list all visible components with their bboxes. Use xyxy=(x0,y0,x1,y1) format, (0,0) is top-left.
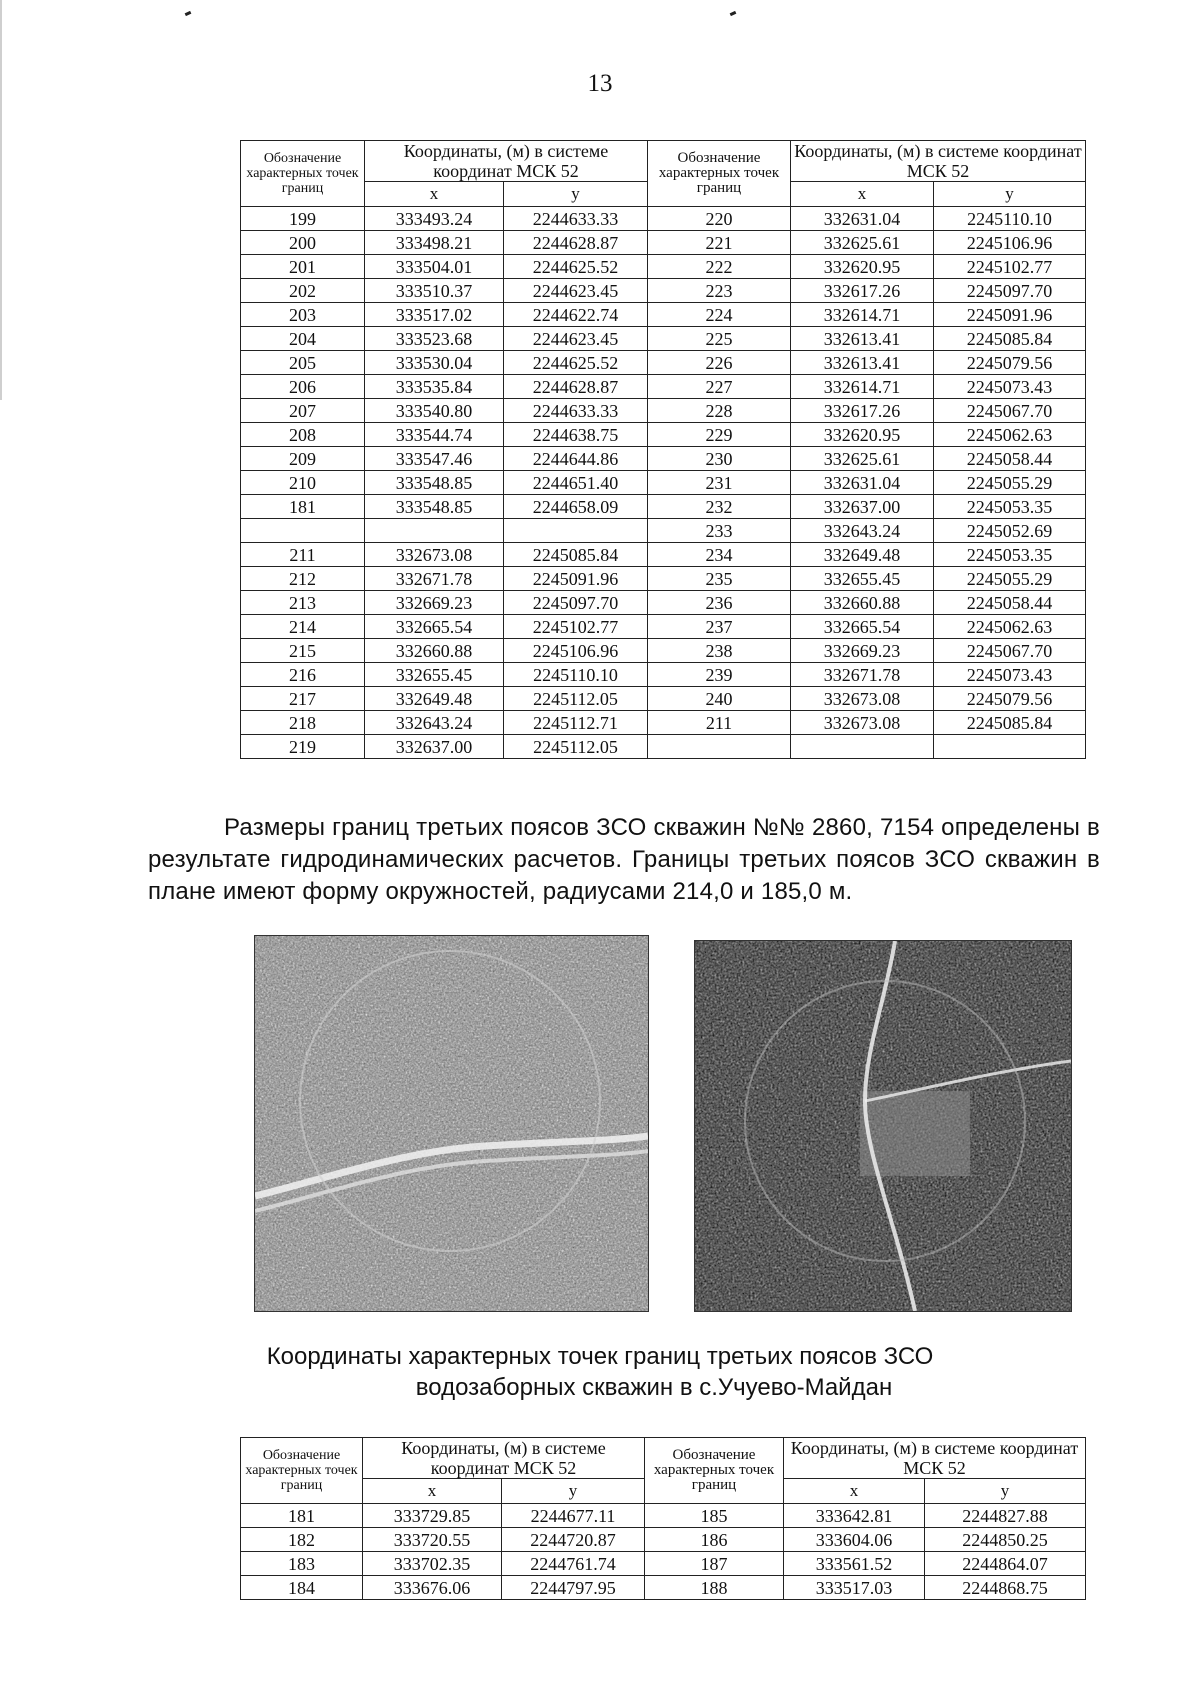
cell-right-point-id: 232 xyxy=(648,495,791,519)
cell-right-coord-x: 332625.61 xyxy=(791,231,934,255)
table-row xyxy=(241,495,1086,519)
cell-left-coord-x: 333720.55 xyxy=(363,1528,502,1552)
cell-left-coord-x: 333729.85 xyxy=(363,1504,502,1528)
table-row xyxy=(241,567,1086,591)
cell-right-point-id: 231 xyxy=(648,471,791,495)
cell-right-coord-x: 332613.41 xyxy=(791,351,934,375)
cell-left-coord-y: 2245102.77 xyxy=(504,615,648,639)
cell-right-coord-y xyxy=(934,735,1086,759)
cell-left-point-id: 213 xyxy=(241,591,365,615)
cell-right-coord-x: 332655.45 xyxy=(791,567,934,591)
cell-right-coord-x: 332614.71 xyxy=(791,375,934,399)
cell-right-coord-x: 333604.06 xyxy=(784,1528,925,1552)
satellite-image-right-graphic xyxy=(695,941,1071,1311)
cell-left-coord-x: 333702.35 xyxy=(363,1552,502,1576)
cell-left-point-id: 203 xyxy=(241,303,365,327)
cell-left-point-id: 182 xyxy=(241,1528,363,1552)
cell-left-point-id: 207 xyxy=(241,399,365,423)
cell-left-coord-y: 2244644.86 xyxy=(504,447,648,471)
cell-right-coord-y: 2245079.56 xyxy=(934,351,1086,375)
caption-line-1: Координаты характерных точек границ третьих поясов ЗСО xyxy=(266,1343,934,1370)
cell-right-coord-y: 2245058.44 xyxy=(934,591,1086,615)
cell-right-coord-x: 332625.61 xyxy=(791,447,934,471)
header-point-label: Обозначение характерных точек границ xyxy=(645,1438,784,1504)
cell-right-coord-y: 2245073.43 xyxy=(934,663,1086,687)
cell-left-coord-x: 332643.24 xyxy=(365,711,504,735)
cell-right-point-id: 221 xyxy=(648,231,791,255)
cell-left-coord-y: 2244622.74 xyxy=(504,303,648,327)
table-row xyxy=(241,591,1086,615)
header-x: x xyxy=(784,1479,925,1504)
table-row xyxy=(241,1504,1086,1528)
cell-left-coord-y: 2244651.40 xyxy=(504,471,648,495)
cell-right-point-id: 186 xyxy=(645,1528,784,1552)
cell-left-point-id: 212 xyxy=(241,567,365,591)
cell-left-coord-x: 333510.37 xyxy=(365,279,504,303)
table-row xyxy=(241,1528,1086,1552)
cell-right-point-id: 237 xyxy=(648,615,791,639)
cell-right-coord-y: 2245058.44 xyxy=(934,447,1086,471)
cell-right-point-id: 226 xyxy=(648,351,791,375)
cell-left-point-id: 205 xyxy=(241,351,365,375)
table-row xyxy=(241,1576,1086,1600)
cell-left-coord-y: 2245112.71 xyxy=(504,711,648,735)
cell-left-coord-y: 2244623.45 xyxy=(504,279,648,303)
cell-right-coord-x: 332613.41 xyxy=(791,327,934,351)
table-row xyxy=(241,471,1086,495)
cell-left-coord-x xyxy=(365,519,504,543)
cell-left-coord-y: 2245091.96 xyxy=(504,567,648,591)
cell-right-coord-x: 332671.78 xyxy=(791,663,934,687)
cell-right-point-id: 240 xyxy=(648,687,791,711)
cell-left-point-id: 217 xyxy=(241,687,365,711)
cell-left-point-id: 214 xyxy=(241,615,365,639)
table-row xyxy=(241,399,1086,423)
cell-left-coord-y: 2244628.87 xyxy=(504,375,648,399)
cell-left-coord-y: 2244720.87 xyxy=(502,1528,645,1552)
cell-left-coord-y: 2245106.96 xyxy=(504,639,648,663)
cell-left-coord-y: 2244628.87 xyxy=(504,231,648,255)
table-row xyxy=(241,711,1086,735)
cell-right-coord-x: 332660.88 xyxy=(791,591,934,615)
table-row xyxy=(241,1552,1086,1576)
cell-left-coord-x: 332669.23 xyxy=(365,591,504,615)
cell-left-point-id: 204 xyxy=(241,327,365,351)
header-x: x xyxy=(791,182,934,207)
cell-right-coord-x: 332617.26 xyxy=(791,399,934,423)
cell-right-coord-y: 2245102.77 xyxy=(934,255,1086,279)
cell-left-coord-y: 2245085.84 xyxy=(504,543,648,567)
cell-left-point-id: 209 xyxy=(241,447,365,471)
satellite-image-left-graphic xyxy=(255,936,648,1311)
cell-left-coord-x: 332660.88 xyxy=(365,639,504,663)
table-row xyxy=(241,519,1086,543)
table-body xyxy=(241,1504,1086,1600)
header-x: x xyxy=(365,182,504,207)
cell-left-point-id: 215 xyxy=(241,639,365,663)
cell-left-coord-y: 2245110.10 xyxy=(504,663,648,687)
scan-mark xyxy=(730,11,737,16)
header-point-label: Обозначение характерных точек границ xyxy=(241,141,365,207)
cell-left-coord-x: 333517.02 xyxy=(365,303,504,327)
coordinates-table-main xyxy=(240,140,1086,759)
cell-right-coord-x: 332614.71 xyxy=(791,303,934,327)
cell-right-point-id: 187 xyxy=(645,1552,784,1576)
cell-right-point-id: 211 xyxy=(648,711,791,735)
cell-right-coord-y: 2245053.35 xyxy=(934,543,1086,567)
cell-left-coord-x: 332649.48 xyxy=(365,687,504,711)
cell-right-point-id: 185 xyxy=(645,1504,784,1528)
cell-left-coord-x: 333504.01 xyxy=(365,255,504,279)
cell-left-coord-y: 2244633.33 xyxy=(504,399,648,423)
table-row xyxy=(241,207,1086,231)
cell-left-coord-x: 333544.74 xyxy=(365,423,504,447)
table-row xyxy=(241,663,1086,687)
table-row xyxy=(241,543,1086,567)
cell-right-coord-y: 2245079.56 xyxy=(934,687,1086,711)
cell-left-coord-x: 333540.80 xyxy=(365,399,504,423)
cell-left-point-id: 202 xyxy=(241,279,365,303)
cell-right-point-id: 224 xyxy=(648,303,791,327)
satellite-image-left xyxy=(254,935,649,1312)
body-paragraph: Размеры границ третьих поясов ЗСО скважин №№ 2860, 7154 определены в результате гидродинамических расчетов. Границы третьих поясов ЗСО скважин в плане имеют форму окружностей, радиусами 214,0 и 185,0 м. xyxy=(148,814,1100,905)
cell-left-coord-y: 2245097.70 xyxy=(504,591,648,615)
cell-right-coord-y: 2245052.69 xyxy=(934,519,1086,543)
cell-right-coord-x: 332649.48 xyxy=(791,543,934,567)
page-number: 13 xyxy=(587,70,613,97)
cell-left-coord-x: 333548.85 xyxy=(365,471,504,495)
header-coord-label: Координаты, (м) в системе координат МСК 52 xyxy=(363,1438,645,1479)
cell-left-coord-y: 2244638.75 xyxy=(504,423,648,447)
page-edge-shadow xyxy=(0,0,2,400)
table-row xyxy=(241,327,1086,351)
cell-right-coord-x: 332673.08 xyxy=(791,711,934,735)
cell-right-point-id: 227 xyxy=(648,375,791,399)
coordinates-table-uchuevo-maydan xyxy=(240,1437,1086,1600)
cell-right-coord-x: 332631.04 xyxy=(791,471,934,495)
cell-right-coord-x: 332631.04 xyxy=(791,207,934,231)
cell-right-coord-x: 333561.52 xyxy=(784,1552,925,1576)
cell-left-coord-x: 332673.08 xyxy=(365,543,504,567)
cell-right-coord-x: 332643.24 xyxy=(791,519,934,543)
cell-right-point-id: 236 xyxy=(648,591,791,615)
cell-left-coord-x: 333523.68 xyxy=(365,327,504,351)
table-row xyxy=(241,231,1086,255)
cell-right-point-id: 239 xyxy=(648,663,791,687)
cell-right-point-id: 222 xyxy=(648,255,791,279)
cell-right-coord-y: 2245097.70 xyxy=(934,279,1086,303)
cell-right-coord-y: 2245091.96 xyxy=(934,303,1086,327)
cell-left-point-id xyxy=(241,519,365,543)
cell-left-point-id: 200 xyxy=(241,231,365,255)
cell-right-coord-y: 2245106.96 xyxy=(934,231,1086,255)
cell-left-coord-x: 333530.04 xyxy=(365,351,504,375)
cell-right-coord-x: 332669.23 xyxy=(791,639,934,663)
cell-right-point-id xyxy=(648,735,791,759)
cell-right-coord-y: 2244827.88 xyxy=(925,1504,1086,1528)
table-row xyxy=(241,303,1086,327)
caption-line-2: водозаборных скважин в с.Учуево-Майдан xyxy=(415,1374,893,1401)
table-row xyxy=(241,351,1086,375)
cell-right-point-id: 223 xyxy=(648,279,791,303)
cell-right-coord-x: 332620.95 xyxy=(791,423,934,447)
table-row xyxy=(241,639,1086,663)
cell-left-point-id: 210 xyxy=(241,471,365,495)
cell-right-coord-y: 2245055.29 xyxy=(934,471,1086,495)
cell-right-coord-x: 332637.00 xyxy=(791,495,934,519)
cell-left-coord-y: 2244633.33 xyxy=(504,207,648,231)
cell-left-coord-y: 2244761.74 xyxy=(502,1552,645,1576)
cell-left-point-id: 216 xyxy=(241,663,365,687)
header-y: y xyxy=(925,1479,1086,1504)
cell-right-coord-y: 2245085.84 xyxy=(934,327,1086,351)
header-coord-label: Координаты, (м) в системе координат МСК 52 xyxy=(365,141,648,182)
cell-right-point-id: 234 xyxy=(648,543,791,567)
cell-left-point-id: 181 xyxy=(241,1504,363,1528)
cell-left-coord-y: 2244625.52 xyxy=(504,351,648,375)
cell-right-coord-y: 2245062.63 xyxy=(934,423,1086,447)
cell-left-point-id: 206 xyxy=(241,375,365,399)
cell-right-coord-x: 332673.08 xyxy=(791,687,934,711)
cell-left-coord-y: 2244623.45 xyxy=(504,327,648,351)
cell-left-point-id: 219 xyxy=(241,735,365,759)
cell-left-coord-x: 333548.85 xyxy=(365,495,504,519)
cell-right-point-id: 235 xyxy=(648,567,791,591)
table-row xyxy=(241,375,1086,399)
cell-left-point-id: 211 xyxy=(241,543,365,567)
satellite-image-right xyxy=(694,940,1072,1312)
cell-left-coord-y: 2244658.09 xyxy=(504,495,648,519)
cell-left-coord-y: 2244625.52 xyxy=(504,255,648,279)
cell-right-coord-y: 2245067.70 xyxy=(934,639,1086,663)
table-row xyxy=(241,687,1086,711)
cell-right-coord-y: 2245062.63 xyxy=(934,615,1086,639)
cell-right-coord-y: 2245073.43 xyxy=(934,375,1086,399)
cell-left-coord-y: 2245112.05 xyxy=(504,687,648,711)
table-row xyxy=(241,279,1086,303)
cell-right-point-id: 188 xyxy=(645,1576,784,1600)
cell-left-coord-x: 333535.84 xyxy=(365,375,504,399)
cell-right-coord-x: 332617.26 xyxy=(791,279,934,303)
cell-left-coord-x: 332671.78 xyxy=(365,567,504,591)
table-row xyxy=(241,735,1086,759)
scan-mark xyxy=(185,11,192,16)
header-y: y xyxy=(502,1479,645,1504)
table-body xyxy=(241,207,1086,759)
cell-left-coord-x: 333498.21 xyxy=(365,231,504,255)
cell-right-point-id: 230 xyxy=(648,447,791,471)
cell-right-point-id: 228 xyxy=(648,399,791,423)
cell-right-coord-x xyxy=(791,735,934,759)
cell-left-point-id: 218 xyxy=(241,711,365,735)
cell-right-coord-x: 332620.95 xyxy=(791,255,934,279)
cell-right-point-id: 238 xyxy=(648,639,791,663)
cell-right-point-id: 229 xyxy=(648,423,791,447)
header-point-label: Обозначение характерных точек границ xyxy=(648,141,791,207)
cell-left-coord-x: 332655.45 xyxy=(365,663,504,687)
header-y: y xyxy=(934,182,1086,207)
cell-left-coord-x: 332637.00 xyxy=(365,735,504,759)
cell-left-point-id: 201 xyxy=(241,255,365,279)
cell-right-coord-y: 2245110.10 xyxy=(934,207,1086,231)
cell-right-point-id: 233 xyxy=(648,519,791,543)
table-row xyxy=(241,423,1086,447)
cell-left-point-id: 184 xyxy=(241,1576,363,1600)
cell-right-point-id: 220 xyxy=(648,207,791,231)
cell-left-point-id: 208 xyxy=(241,423,365,447)
cell-right-coord-y: 2244868.75 xyxy=(925,1576,1086,1600)
cell-right-coord-x: 332665.54 xyxy=(791,615,934,639)
cell-right-coord-y: 2245053.35 xyxy=(934,495,1086,519)
cell-right-coord-x: 333642.81 xyxy=(784,1504,925,1528)
cell-right-coord-y: 2245067.70 xyxy=(934,399,1086,423)
table-row xyxy=(241,615,1086,639)
cell-right-coord-y: 2244850.25 xyxy=(925,1528,1086,1552)
cell-left-point-id: 183 xyxy=(241,1552,363,1576)
cell-right-coord-y: 2244864.07 xyxy=(925,1552,1086,1576)
cell-right-coord-y: 2245055.29 xyxy=(934,567,1086,591)
header-point-label: Обозначение характерных точек границ xyxy=(241,1438,363,1504)
header-y: y xyxy=(504,182,648,207)
cell-left-coord-x: 333493.24 xyxy=(365,207,504,231)
cell-left-coord-y xyxy=(504,519,648,543)
header-x: x xyxy=(363,1479,502,1504)
cell-right-coord-y: 2245085.84 xyxy=(934,711,1086,735)
cell-left-coord-y: 2244797.95 xyxy=(502,1576,645,1600)
cell-left-coord-x: 333676.06 xyxy=(363,1576,502,1600)
cell-left-coord-x: 333547.46 xyxy=(365,447,504,471)
header-coord-label: Координаты, (м) в системе координат МСК 52 xyxy=(791,141,1086,182)
cell-left-coord-y: 2244677.11 xyxy=(502,1504,645,1528)
cell-left-coord-y: 2245112.05 xyxy=(504,735,648,759)
cell-left-point-id: 199 xyxy=(241,207,365,231)
cell-right-coord-x: 333517.03 xyxy=(784,1576,925,1600)
table-row xyxy=(241,255,1086,279)
header-coord-label: Координаты, (м) в системе координат МСК 52 xyxy=(784,1438,1086,1479)
cell-left-point-id: 181 xyxy=(241,495,365,519)
cell-right-point-id: 225 xyxy=(648,327,791,351)
cell-left-coord-x: 332665.54 xyxy=(365,615,504,639)
table-row xyxy=(241,447,1086,471)
